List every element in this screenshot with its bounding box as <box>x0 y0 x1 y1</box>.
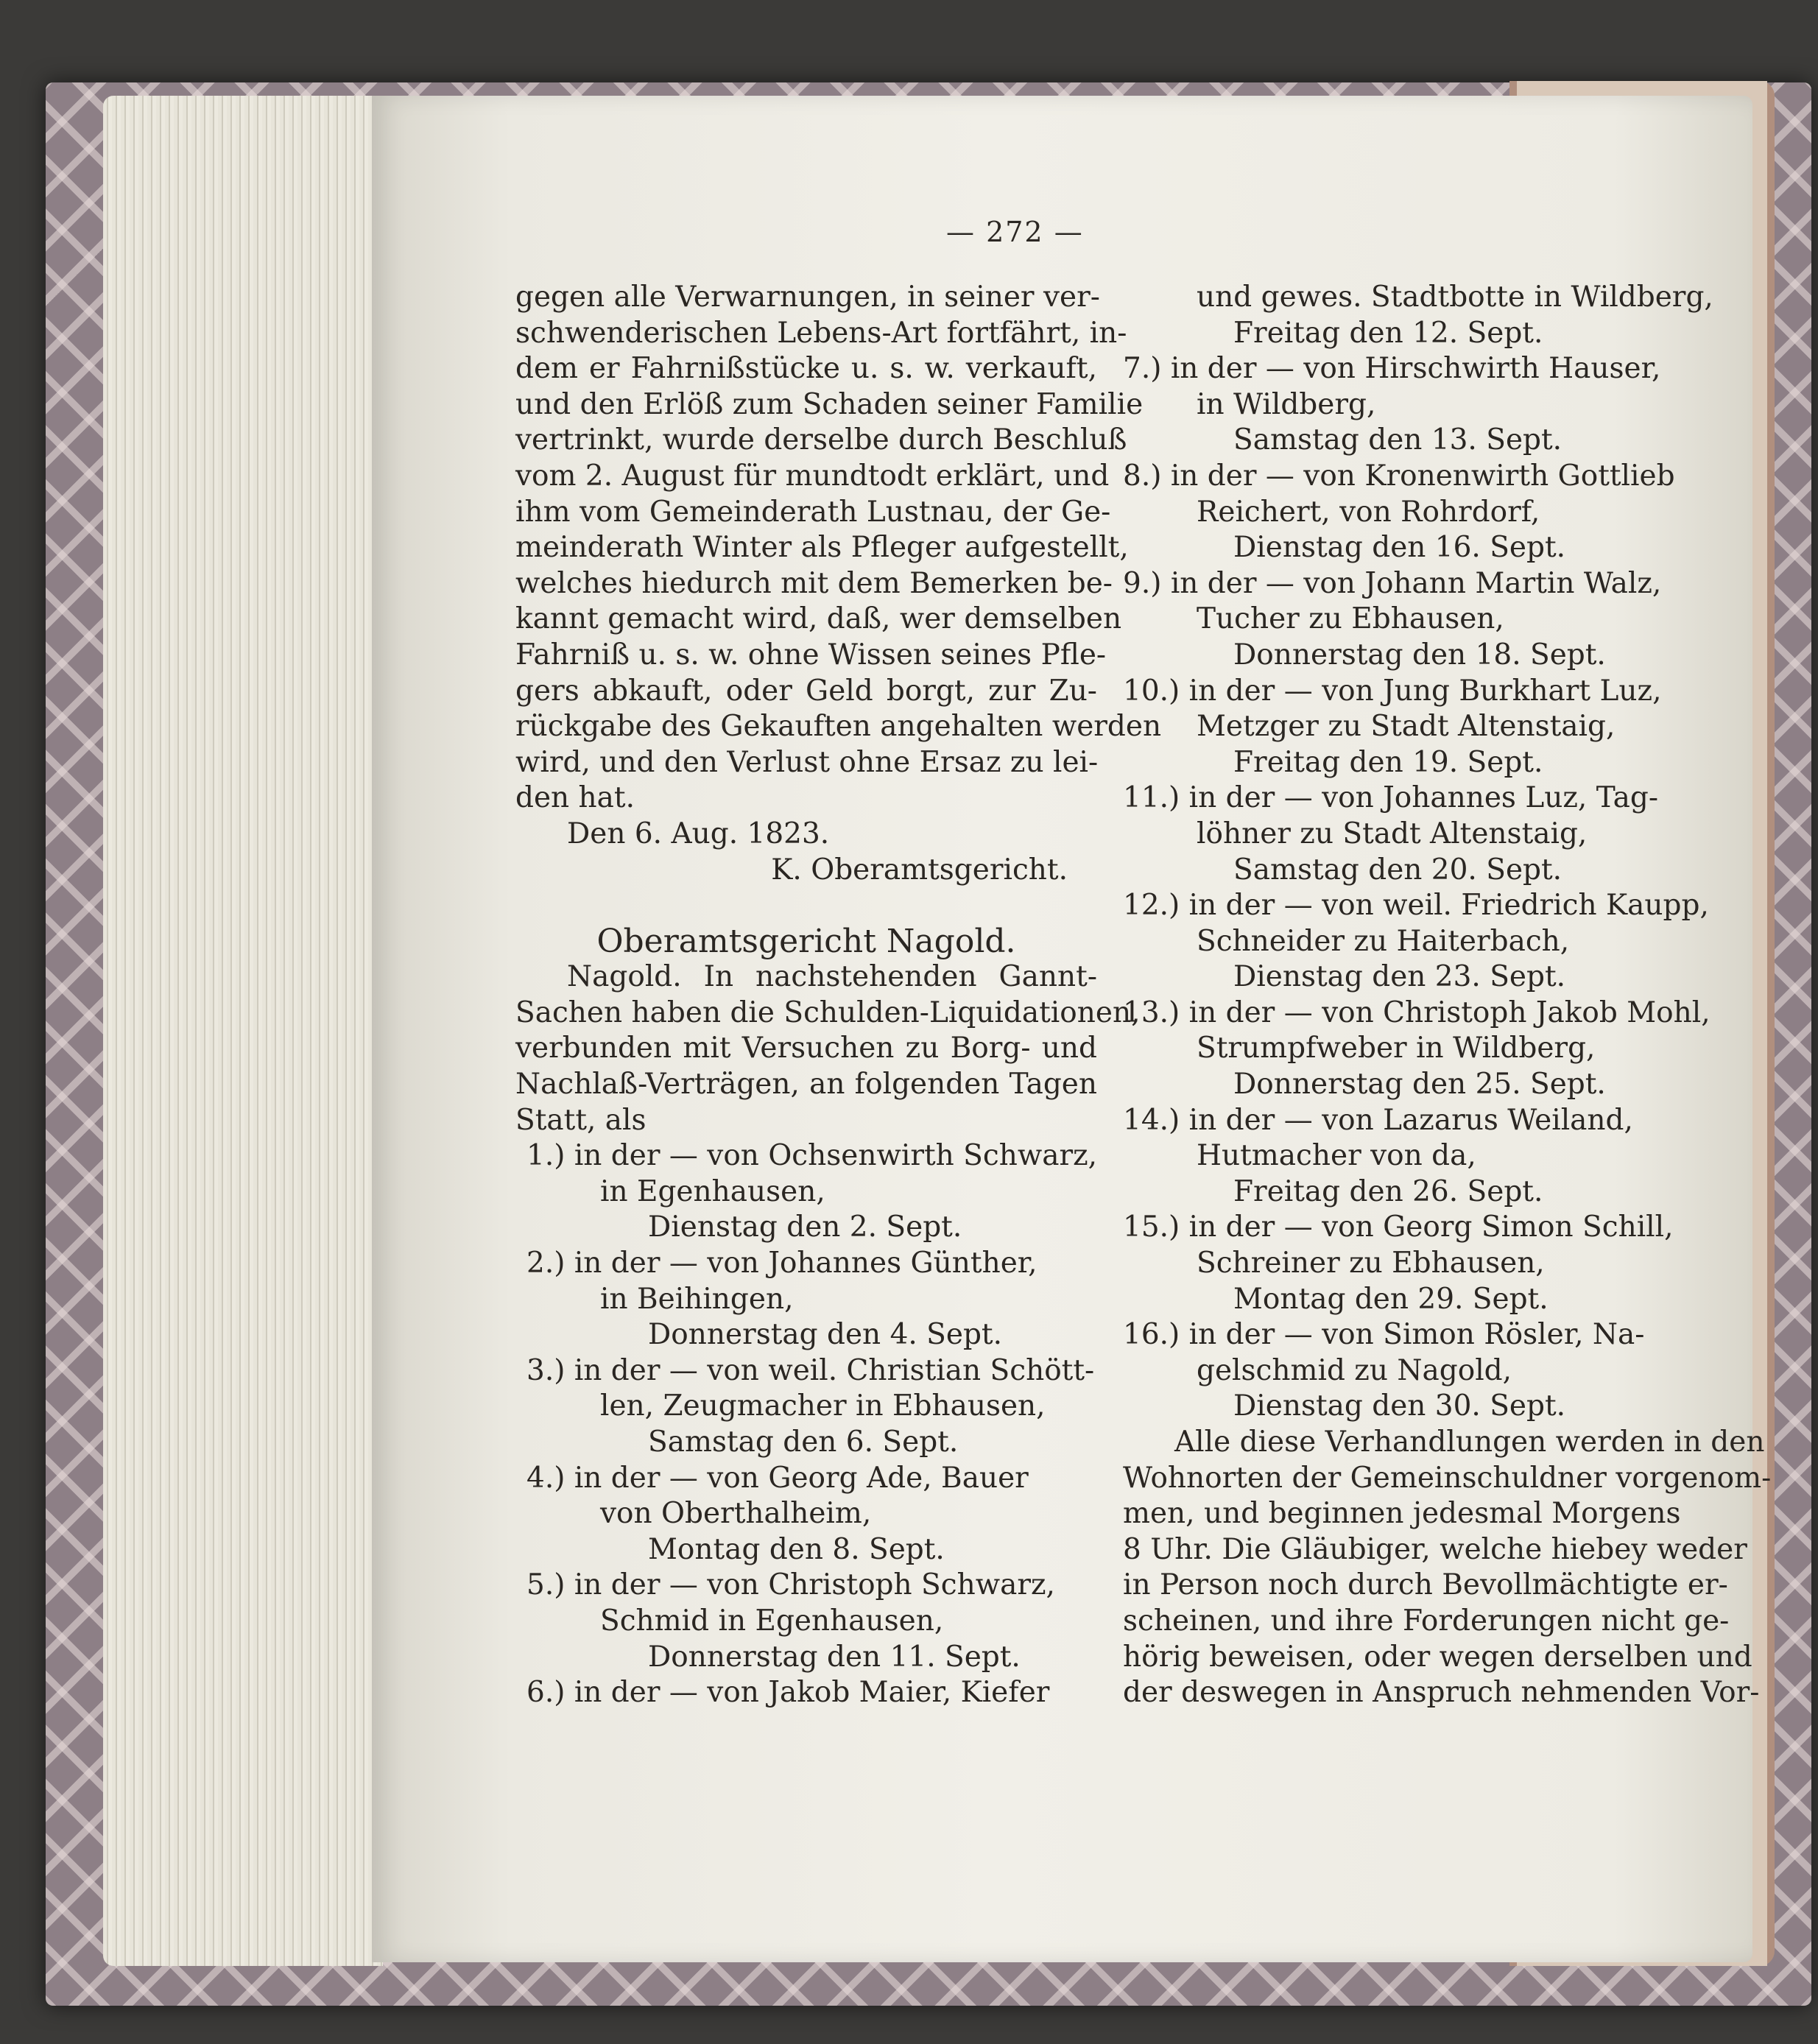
text-line: und den Erlöß zum Schaden seiner Familie <box>515 387 1144 421</box>
list-item-date: Dienstag den 16. Sept. <box>1233 531 1566 565</box>
list-item: 4.) in der — von Georg Ade, Bauer <box>526 1461 1029 1495</box>
list-item-continuation: gelschmid zu Nagold, <box>1197 1353 1512 1387</box>
text-line: Statt, als <box>515 1103 646 1137</box>
text-line: Fahrniß u. s. w. ohne Wissen seines Pfle- <box>515 638 1107 672</box>
list-item: 2.) in der — von Johannes Günther, <box>526 1247 1037 1280</box>
page-number: — 272 — <box>946 216 1084 248</box>
text-line: scheinen, und ihre Forderungen nicht ge- <box>1123 1604 1730 1638</box>
list-item: 6.) in der — von Jakob Maier, Kiefer <box>526 1676 1050 1710</box>
list-item: 12.) in der — von weil. Friedrich Kaupp, <box>1123 889 1709 923</box>
text-line: gegen alle Verwarnungen, in seiner ver- <box>515 281 1100 314</box>
list-item-continuation: in Egenhausen, <box>600 1174 825 1208</box>
list-item-date: Donnerstag den 11. Sept. <box>648 1640 1021 1674</box>
text-line: rückgabe des Gekauften angehalten werden <box>515 710 1162 744</box>
text-line: hörig beweisen, oder wegen derselben und <box>1123 1640 1752 1674</box>
list-item-continuation: Reichert, von Rohrdorf, <box>1197 495 1540 529</box>
list-item: 13.) in der — von Christoph Jakob Mohl, <box>1123 995 1710 1029</box>
list-item-continuation: Schreiner zu Ebhausen, <box>1197 1247 1545 1280</box>
list-item: 7.) in der — von Hirschwirth Hauser, <box>1123 352 1661 386</box>
text-line: dem er Fahrnißstücke u. s. w. verkauft, <box>515 352 1097 386</box>
signature-line: K. Oberamtsgericht. <box>771 853 1068 887</box>
text-line: verbunden mit Versuchen zu Borg- und <box>515 1032 1097 1065</box>
list-item: 1.) in der — von Ochsenwirth Schwarz, <box>526 1139 1098 1173</box>
list-item-date: Dienstag den 30. Sept. <box>1233 1389 1566 1423</box>
text-line: Alle diese Verhandlungen werden in den <box>1174 1425 1765 1459</box>
list-item: 10.) in der — von Jung Burkhart Luz, <box>1123 674 1662 708</box>
spacer-line <box>515 888 1097 924</box>
list-item-date: Freitag den 12. Sept. <box>1233 316 1543 350</box>
list-item-date: Freitag den 19. Sept. <box>1233 745 1543 779</box>
text-line: vertrinkt, wurde derselbe durch Beschluß <box>515 423 1127 457</box>
list-item: 11.) in der — von Johannes Luz, Tag- <box>1123 781 1659 815</box>
text-line: Wohnorten der Gemeinschuldner vorgenom- <box>1123 1461 1772 1495</box>
list-item-date: Samstag den 6. Sept. <box>648 1425 959 1459</box>
list-item-date: Donnerstag den 18. Sept. <box>1233 638 1606 672</box>
list-item-date: Donnerstag den 25. Sept. <box>1233 1068 1606 1102</box>
list-item-date: Montag den 29. Sept. <box>1233 1282 1549 1316</box>
list-item-date: Dienstag den 2. Sept. <box>648 1210 962 1244</box>
list-item: 8.) in der — von Kronenwirth Gottlieb <box>1123 459 1675 493</box>
list-item-continuation: und gewes. Stadtbotte in Wildberg, <box>1197 281 1713 314</box>
stacked-page-edges <box>103 96 383 1966</box>
list-item-continuation: Metzger zu Stadt Altenstaig, <box>1197 710 1616 744</box>
list-item-continuation: von Oberthalheim, <box>600 1497 872 1531</box>
list-item-continuation: in Beihingen, <box>600 1282 794 1316</box>
text-line: den hat. <box>515 781 635 815</box>
list-item-continuation: len, Zeugmacher in Ebhausen, <box>600 1389 1046 1423</box>
right-column <box>1123 280 1772 1711</box>
list-item: 3.) in der — von weil. Christian Schött- <box>526 1353 1095 1387</box>
list-item-continuation: Schmid in Egenhausen, <box>600 1604 944 1638</box>
list-item: 16.) in der — von Simon Rösler, Na- <box>1123 1318 1645 1352</box>
text-line: gers abkauft, oder Geld borgt, zur Zu- <box>515 674 1097 708</box>
text-line: der deswegen in Anspruch nehmenden Vor- <box>1123 1676 1760 1710</box>
list-item-continuation: Strumpfweber in Wildberg, <box>1197 1032 1596 1065</box>
text-line: wird, und den Verlust ohne Ersaz zu lei- <box>515 745 1099 779</box>
list-item-date: Freitag den 26. Sept. <box>1233 1174 1543 1208</box>
text-line: men, und beginnen jedesmal Morgens <box>1123 1497 1681 1531</box>
text-line: 8 Uhr. Die Gläubiger, welche hiebey weder <box>1123 1532 1747 1566</box>
list-item-continuation: Tucher zu Ebhausen, <box>1197 602 1504 636</box>
text-line: welches hiedurch mit dem Bemerken be- <box>515 566 1113 600</box>
text-line: in Person noch durch Bevollmächtigte er- <box>1123 1568 1728 1602</box>
list-item: 14.) in der — von Lazarus Weiland, <box>1123 1103 1633 1137</box>
list-item: 9.) in der — von Johann Martin Walz, <box>1123 566 1662 600</box>
left-column <box>515 280 1162 1711</box>
list-item-continuation: in Wildberg, <box>1197 387 1376 421</box>
text-line: Nagold. In nachstehenden Gannt- <box>567 960 1097 994</box>
text-line: meinderath Winter als Pfleger aufgestellt, <box>515 531 1129 565</box>
list-item-continuation: Hutmacher von da, <box>1197 1139 1476 1173</box>
text-line: kannt gemacht wird, daß, wer demselben <box>515 602 1122 636</box>
list-item-date: Samstag den 13. Sept. <box>1233 423 1562 457</box>
text-line: Nachlaß-Verträgen, an folgenden Tagen <box>515 1068 1097 1102</box>
text-line: Sachen haben die Schulden-Liquidationen, <box>515 995 1141 1029</box>
list-item-date: Samstag den 20. Sept. <box>1233 853 1562 887</box>
section-heading: Oberamtsgericht Nagold. <box>596 922 1016 960</box>
list-item-date: Montag den 8. Sept. <box>648 1532 945 1566</box>
text-line: schwenderischen Lebens-Art fortfährt, in- <box>515 316 1127 350</box>
list-item: 5.) in der — von Christoph Schwarz, <box>526 1568 1055 1602</box>
list-item-date: Donnerstag den 4. Sept. <box>648 1318 1003 1352</box>
list-item-continuation: Schneider zu Haiterbach, <box>1197 924 1570 958</box>
list-item-continuation: löhner zu Stadt Altenstaig, <box>1197 817 1588 850</box>
date-line: Den 6. Aug. 1823. <box>567 817 830 850</box>
text-line: ihm vom Gemeinderath Lustnau, der Ge- <box>515 495 1111 529</box>
list-item-date: Dienstag den 23. Sept. <box>1233 960 1566 994</box>
list-item: 15.) in der — von Georg Simon Schill, <box>1123 1210 1674 1244</box>
text-line: vom 2. August für mundtodt erklärt, und <box>515 459 1110 493</box>
